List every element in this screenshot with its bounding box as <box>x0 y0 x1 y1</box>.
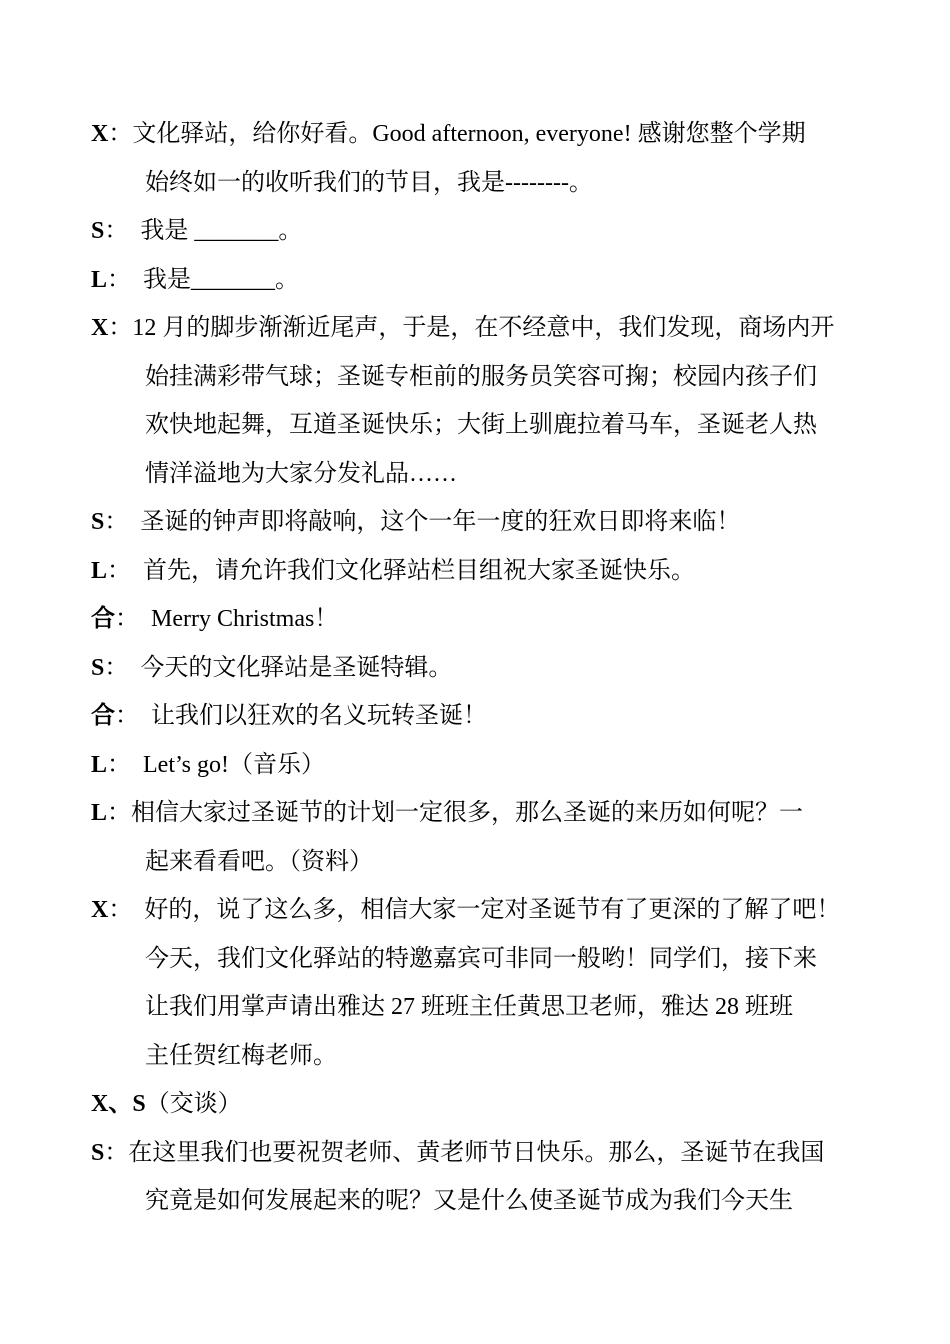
speaker-label: X <box>91 315 109 341</box>
dialogue-first-line <box>91 304 851 353</box>
dialogue-text: ：文化驿站，给你好看。Good afternoon, everyone! 感谢您整个学期 <box>108 121 806 147</box>
speaker-label: 合 <box>91 703 115 729</box>
dialogue-entry <box>91 886 851 1080</box>
dialogue-text: ： 圣诞的钟声即将敲响，这个一年一度的狂欢日即将来临！ <box>104 509 741 535</box>
speaker-label: X、S <box>91 1091 146 1117</box>
dialogue-first-line <box>91 498 851 547</box>
dialogue-text: ： 我是 _______。 <box>104 218 303 244</box>
dialogue-text: ： Merry Christmas！ <box>115 606 339 632</box>
speaker-label: S <box>91 1139 105 1166</box>
dialogue-first-line <box>91 1129 851 1178</box>
dialogue-continuation-line: 究竟是如何发展起来的呢？又是什么使圣诞节成为我们今天生 <box>145 1188 793 1214</box>
dialogue-continuation-line: 今天，我们文化驿站的特邀嘉宾可非同一般哟！同学们，接下来 <box>145 945 817 972</box>
dialogue-entry <box>91 1080 851 1129</box>
dialogue-first-line <box>91 886 851 935</box>
speaker-label: X <box>91 897 109 923</box>
dialogue-text: ：在这里我们也要祝贺老师、黄老师节日快乐。那么，圣诞节在我国 <box>104 1139 825 1166</box>
dialogue-continuation-line: 情洋溢地为大家分发礼品…… <box>145 460 457 487</box>
dialogue-script <box>91 110 851 1226</box>
dialogue-first-line <box>91 110 851 159</box>
dialogue-entry <box>91 498 851 547</box>
dialogue-first-line <box>91 595 851 644</box>
dialogue-text: ： 首先，请允许我们文化驿站栏目组祝大家圣诞快乐。 <box>107 557 696 584</box>
dialogue-first-line <box>91 692 851 741</box>
dialogue-entry <box>91 110 851 207</box>
dialogue-continuation-line: 主任贺红梅老师。 <box>145 1042 337 1069</box>
dialogue-first-line <box>91 741 851 790</box>
dialogue-entry <box>91 256 851 305</box>
dialogue-first-line <box>91 789 851 838</box>
dialogue-entry <box>91 595 851 644</box>
dialogue-continuation-line: 始挂满彩带气球；圣诞专柜前的服务员笑容可掬；校园内孩子们 <box>145 363 817 390</box>
dialogue-entry <box>91 304 851 498</box>
speaker-label: S <box>91 654 105 681</box>
dialogue-continuation-line: 始终如一的收听我们的节目，我是--------。 <box>145 169 593 196</box>
speaker-label: X <box>91 121 109 147</box>
speaker-label: L <box>91 800 108 826</box>
dialogue-entry <box>91 1129 851 1226</box>
speaker-label: S <box>91 218 105 244</box>
dialogue-continuation-line: 欢快地起舞，互道圣诞快乐；大街上驯鹿拉着马车，圣诞老人热 <box>145 412 817 438</box>
dialogue-first-line <box>91 207 851 256</box>
dialogue-first-line <box>91 644 851 693</box>
dialogue-first-line <box>91 547 851 596</box>
dialogue-first-line <box>91 256 851 305</box>
dialogue-first-line <box>91 1080 851 1129</box>
speaker-label: 合 <box>91 606 115 632</box>
dialogue-text: ： 让我们以狂欢的名义玩转圣诞！ <box>115 703 487 729</box>
dialogue-text: ： Let’s go!（音乐） <box>107 751 325 778</box>
dialogue-entry <box>91 692 851 741</box>
dialogue-text: ： 今天的文化驿站是圣诞特辑。 <box>104 654 453 681</box>
speaker-label: S <box>91 509 105 535</box>
dialogue-entry <box>91 644 851 693</box>
speaker-label: L <box>91 751 108 778</box>
speaker-label: L <box>91 266 108 293</box>
dialogue-continuation-line: 起来看看吧。（资料） <box>145 848 373 875</box>
dialogue-text: （交谈） <box>145 1091 242 1117</box>
speaker-label: L <box>91 557 108 584</box>
dialogue-text: ：相信大家过圣诞节的计划一定很多，那么圣诞的来历如何呢？一 <box>107 800 804 826</box>
dialogue-entry <box>91 789 851 886</box>
dialogue-entry <box>91 207 851 256</box>
dialogue-continuation-line: 让我们用掌声请出雅达 27 班班主任黄思卫老师，雅达 28 班班 <box>145 994 793 1020</box>
dialogue-text: ：12 月的脚步渐渐近尾声，于是，在不经意中，我们发现，商场内开 <box>108 315 835 341</box>
dialogue-text: ： 好的，说了这么多，相信大家一定对圣诞节有了更深的了解了吧！ <box>108 897 841 923</box>
dialogue-entry <box>91 741 851 790</box>
dialogue-entry <box>91 547 851 596</box>
dialogue-text: ： 我是_______。 <box>107 266 300 293</box>
